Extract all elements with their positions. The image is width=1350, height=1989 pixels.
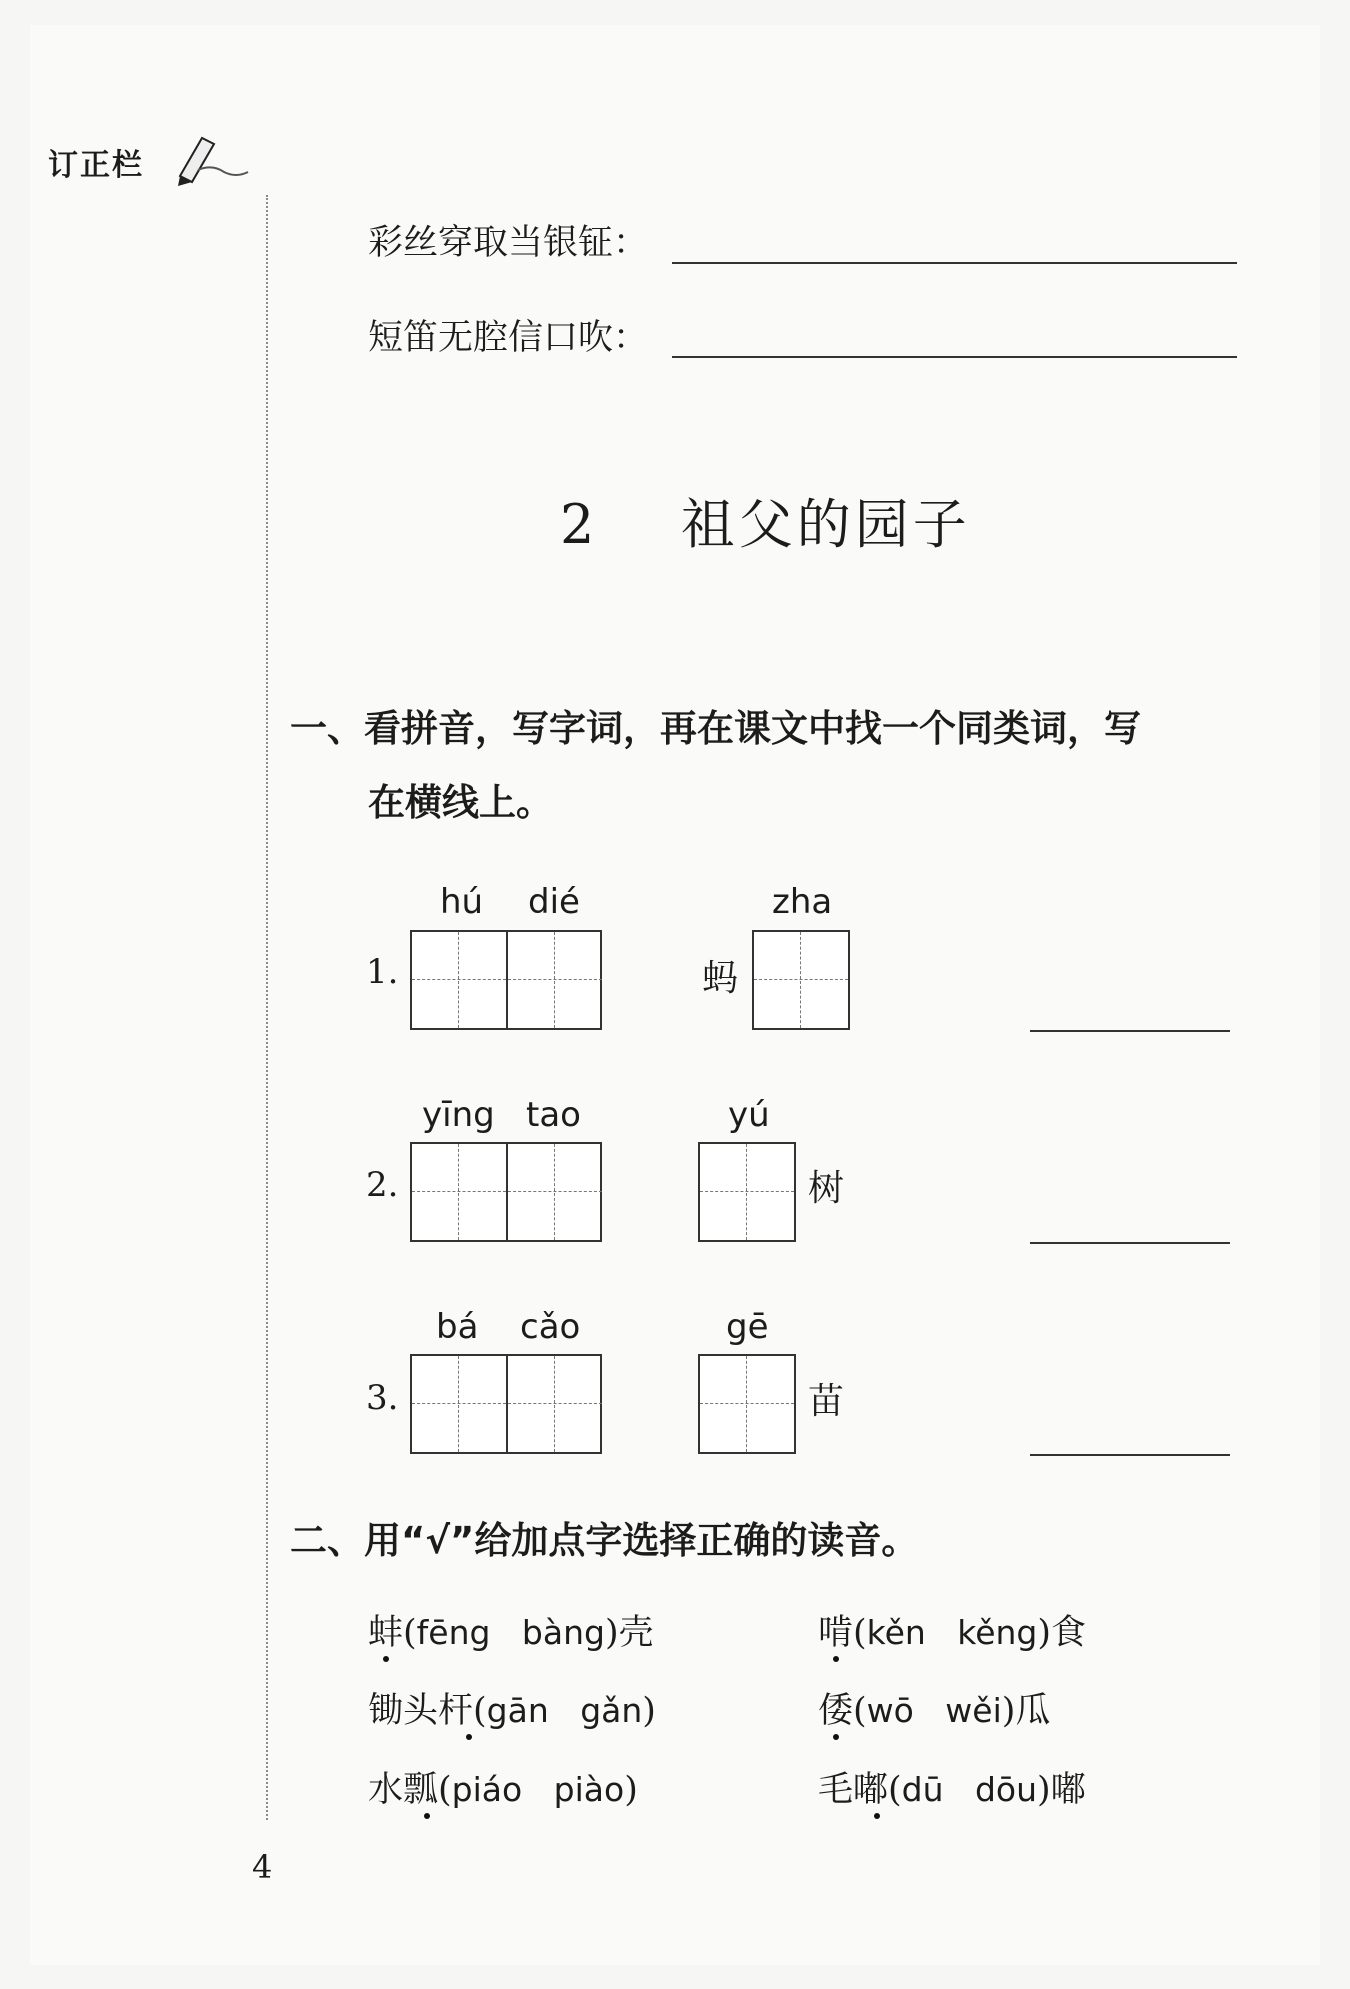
answer-line-1[interactable] bbox=[1030, 1030, 1230, 1032]
reading-item-1-text-b: )壳 bbox=[604, 1613, 654, 1653]
section-1-instruction-line-1: 一、看拼音，写字词，再在课文中找一个同类词，写 bbox=[290, 707, 1141, 750]
emphasis-dot-5 bbox=[424, 1813, 430, 1819]
writing-box-1[interactable] bbox=[752, 930, 850, 1030]
pinyin-3c: gē bbox=[726, 1307, 769, 1347]
item-number-3: 3. bbox=[366, 1378, 399, 1418]
reading-item-3[interactable] bbox=[368, 1683, 656, 1733]
pencil-icon bbox=[172, 128, 252, 192]
margin-divider bbox=[266, 195, 268, 1820]
worksheet-page bbox=[30, 25, 1320, 1965]
poem-line-2: 短笛无腔信口吹： bbox=[368, 318, 649, 358]
emphasis-dot-3 bbox=[466, 1734, 472, 1740]
writing-box-3[interactable] bbox=[698, 1354, 796, 1454]
writing-grid-3[interactable] bbox=[410, 1354, 602, 1454]
writing-grid-2[interactable] bbox=[410, 1142, 602, 1242]
suffix-char-3: 苗 bbox=[808, 1381, 845, 1422]
reading-item-3-text-a: 锄头杆( bbox=[368, 1691, 487, 1731]
page-number: 4 bbox=[252, 1848, 273, 1886]
reading-item-6[interactable] bbox=[818, 1762, 1086, 1812]
emphasis-dot-4 bbox=[833, 1734, 839, 1740]
reading-item-1-text-a: 蚌( bbox=[368, 1613, 417, 1653]
poem-line-1: 彩丝穿取当银钲： bbox=[368, 223, 649, 263]
reading-item-4-text-a: 倭( bbox=[818, 1691, 867, 1731]
pinyin-1b: dié bbox=[528, 882, 580, 922]
reading-item-6-pinyin: dū dōu bbox=[901, 1770, 1038, 1809]
item-number-2: 2. bbox=[366, 1165, 399, 1205]
pinyin-2c: yú bbox=[728, 1095, 770, 1135]
reading-item-1-pinyin: fēng bàng bbox=[416, 1613, 605, 1652]
reading-item-4-pinyin: wō wěi bbox=[866, 1691, 1002, 1730]
answer-line-poem-1[interactable] bbox=[672, 262, 1237, 264]
writing-box-2[interactable] bbox=[698, 1142, 796, 1242]
emphasis-dot-2 bbox=[833, 1656, 839, 1662]
answer-line-poem-2[interactable] bbox=[672, 356, 1237, 358]
writing-grid-1[interactable] bbox=[410, 930, 602, 1030]
reading-item-1[interactable] bbox=[368, 1605, 654, 1655]
reading-item-6-text-a: 毛嘟( bbox=[818, 1770, 902, 1810]
prefix-char-1: 蚂 bbox=[702, 958, 739, 999]
reading-item-5-pinyin: piáo piào bbox=[451, 1770, 625, 1809]
reading-item-4-text-b: )瓜 bbox=[1001, 1691, 1051, 1731]
reading-item-5-text-b: ) bbox=[624, 1770, 638, 1810]
reading-item-6-text-b: )嘟 bbox=[1037, 1770, 1086, 1810]
pinyin-2a: yīng bbox=[422, 1095, 495, 1135]
item-number-1: 1. bbox=[366, 952, 399, 992]
pinyin-1a: hú bbox=[440, 882, 484, 922]
reading-item-3-pinyin: gān gǎn bbox=[486, 1691, 643, 1730]
suffix-char-2: 树 bbox=[808, 1168, 845, 1209]
correction-column-label: 订正栏 bbox=[48, 148, 144, 183]
reading-item-4[interactable] bbox=[818, 1683, 1050, 1733]
pinyin-2b: tao bbox=[526, 1095, 581, 1135]
pinyin-3b: cǎo bbox=[520, 1307, 581, 1347]
reading-item-5[interactable] bbox=[368, 1762, 638, 1812]
reading-item-3-text-b: ) bbox=[642, 1691, 656, 1731]
answer-line-2[interactable] bbox=[1030, 1242, 1230, 1244]
reading-item-2-text-a: 啃( bbox=[818, 1613, 867, 1653]
lesson-title bbox=[560, 482, 971, 559]
reading-item-2[interactable] bbox=[818, 1605, 1086, 1655]
lesson-name: 祖父的园子 bbox=[680, 493, 971, 556]
pinyin-3a: bá bbox=[436, 1307, 479, 1347]
emphasis-dot-6 bbox=[874, 1813, 880, 1819]
pinyin-1c: zha bbox=[772, 882, 833, 922]
answer-line-3[interactable] bbox=[1030, 1454, 1230, 1456]
section-1-instruction-line-2: 在横线上。 bbox=[368, 781, 553, 824]
reading-item-2-pinyin: kěn kěng bbox=[866, 1613, 1038, 1652]
emphasis-dot-1 bbox=[383, 1656, 389, 1662]
reading-item-5-text-a: 水瓢( bbox=[368, 1770, 452, 1810]
lesson-number: 2 bbox=[560, 493, 599, 556]
section-2-instruction: 二、用“√”给加点字选择正确的读音。 bbox=[290, 1519, 919, 1562]
reading-item-2-text-b: )食 bbox=[1037, 1613, 1087, 1653]
